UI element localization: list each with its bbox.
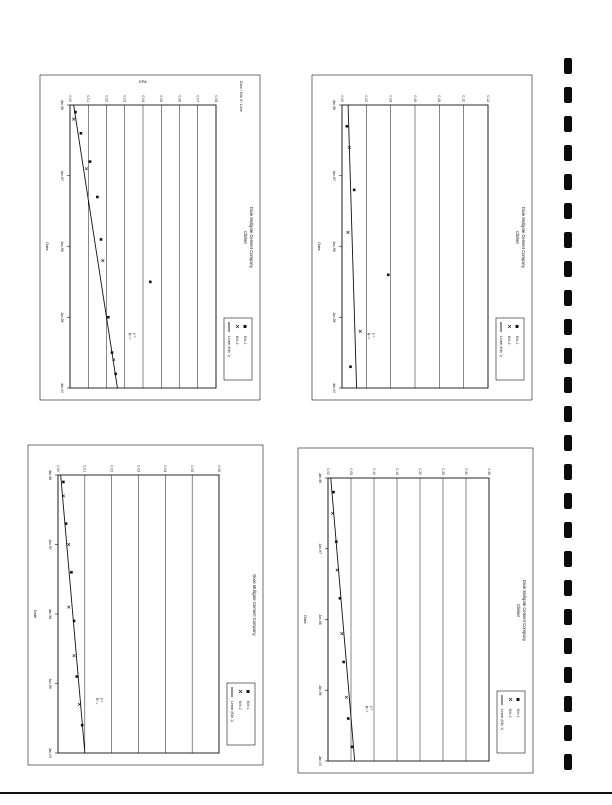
binder-hole: [564, 261, 572, 277]
x-tick-label: Jan-00: [48, 747, 52, 759]
binder-hole: [564, 667, 572, 683]
point-kiln-1: [335, 540, 338, 543]
legend-label: Kiln 1: [516, 709, 520, 718]
point-kiln-1: [342, 661, 345, 664]
chart-title-line: Dixie Mullgate Cement Company: [522, 579, 527, 642]
x-axis-label: Date: [317, 242, 322, 251]
legend-label: Linear (Kiln 1): [499, 336, 503, 358]
x-tick-label: Jan-00: [60, 382, 64, 394]
legend-label: Kiln 2: [238, 701, 242, 710]
y-tick-label: 0.10: [371, 468, 376, 475]
trend-r-squared: R² =: [364, 706, 369, 713]
point-kiln-1: [332, 491, 335, 494]
y-tick-label: 0.05: [348, 468, 353, 475]
point-kiln-1: [346, 125, 349, 128]
binder-hole: [564, 464, 572, 480]
y-tick-label: 0.06: [177, 95, 182, 102]
chart-bottom-left: [28, 445, 263, 765]
y-tick-label: 0.03: [136, 465, 141, 472]
binder-hole: [564, 754, 572, 770]
x-tick-label: Jan-98: [48, 608, 52, 620]
y-axis-label: EPA: [139, 79, 147, 84]
chart-top-right: [312, 75, 532, 400]
binder-hole: [564, 406, 572, 422]
chart-title-line: Clinker: [516, 603, 521, 618]
point-kiln-1: [75, 675, 78, 678]
binder-hole: [564, 232, 572, 248]
point-kiln-2: [67, 606, 70, 609]
chart-title-line: Dixie Mullgate Cement Company: [521, 206, 526, 269]
binder-hole: [564, 145, 572, 161]
binder-hole: [564, 493, 572, 509]
binder-hole: [564, 609, 572, 625]
point-kiln-1: [339, 597, 342, 600]
binder-hole: [564, 551, 572, 567]
y-tick-label: 0.02: [364, 95, 369, 102]
y-tick-label: 0.05: [189, 465, 194, 472]
x-tick-label: Jan-96: [332, 99, 336, 111]
legend-label: Kiln 1: [243, 336, 247, 345]
legend-square-swatch: [244, 325, 247, 328]
x-tick-label: Jan-97: [48, 539, 52, 550]
point-kiln-1: [74, 111, 77, 114]
point-kiln-2: [72, 118, 75, 121]
binder-hole: [564, 87, 572, 103]
y-tick-label: 0.08: [437, 95, 442, 102]
trend-line: [61, 475, 85, 753]
legend-square-swatch: [517, 698, 520, 701]
y-tick-label: 0.06: [216, 465, 221, 472]
binder-hole: [564, 174, 572, 190]
legend-label: Kiln 1: [246, 701, 250, 710]
y-tick-label: 0.04: [163, 465, 168, 472]
binder-hole: [564, 435, 572, 451]
y-tick-label: 0.04: [388, 95, 393, 102]
trend-equation: y =: [371, 333, 376, 338]
point-kiln-1: [65, 522, 68, 525]
x-tick-label: Jan-96: [48, 469, 52, 481]
point-kiln-2: [347, 231, 350, 234]
x-tick-label: Jan-99: [318, 685, 322, 696]
trend-equation: y =: [132, 333, 137, 338]
y-tick-label: 0.12: [485, 95, 490, 102]
y-tick-label: 0.07: [195, 95, 200, 102]
y-tick-label: 0.06: [412, 95, 417, 102]
binder-hole: [564, 116, 572, 132]
binder-hole: [564, 377, 572, 393]
point-kiln-2: [345, 696, 348, 699]
legend-label: Linear (Kiln 1): [230, 701, 234, 723]
y-tick-label: 0.10: [461, 95, 466, 102]
point-kiln-1: [149, 281, 152, 284]
trend-equation: y =: [99, 698, 104, 703]
point-kiln-2: [340, 632, 343, 635]
trend-line: [74, 105, 118, 388]
x-tick-label: Jan-99: [60, 312, 64, 323]
x-tick-label: Jan-98: [332, 241, 336, 252]
point-kiln-1: [353, 189, 356, 192]
point-kiln-1: [351, 746, 354, 749]
point-kiln-1: [70, 571, 73, 574]
binder-hole: [564, 580, 572, 596]
y-tick-label: 0.30: [463, 468, 468, 475]
point-kiln-1: [100, 238, 103, 241]
point-kiln-1: [80, 132, 83, 135]
chart-top-left: [40, 75, 260, 400]
point-kiln-1: [107, 316, 110, 319]
binder-hole: [564, 348, 572, 364]
y-tick-label: 0.01: [82, 465, 87, 472]
x-tick-label: Jan-97: [332, 170, 336, 181]
point-kiln-1: [114, 373, 117, 376]
y-tick-label: 0.02: [104, 95, 109, 102]
point-kiln-1: [111, 351, 114, 354]
chart-title-line: Clinker: [243, 230, 248, 245]
point-kiln-1: [347, 717, 350, 720]
y-tick-label: 0.02: [109, 465, 114, 472]
y-tick-label: 0.35: [486, 468, 491, 475]
point-kiln-2: [67, 543, 70, 546]
x-tick-label: Jan-97: [60, 170, 64, 181]
trend-r-squared: R² =: [127, 333, 132, 340]
y-tick-label: 0.00: [325, 468, 330, 475]
binder-hole: [564, 58, 572, 74]
x-tick-label: Jan-00: [318, 755, 322, 767]
binder-hole: [564, 522, 572, 538]
point-kiln-1: [96, 196, 99, 199]
trend-r-squared: R² =: [94, 698, 99, 705]
x-tick-label: Jan-96: [60, 99, 64, 111]
x-tick-label: Jan-97: [318, 543, 322, 554]
point-kiln-2: [73, 654, 76, 657]
trend-r-squared: R² =: [366, 333, 371, 340]
point-kiln-1: [387, 274, 390, 277]
y-tick-label: 0.03: [122, 95, 127, 102]
point-kiln-2: [101, 259, 104, 262]
x-axis-label: Date: [33, 609, 38, 619]
x-tick-label: Jan-99: [332, 312, 336, 323]
y-tick-label: 0.05: [159, 95, 164, 102]
x-tick-label: Jan-98: [318, 614, 322, 625]
legend-square-swatch: [247, 690, 250, 693]
x-tick-label: Jan-00: [332, 382, 336, 394]
x-axis-label: Date: [303, 615, 308, 624]
point-kiln-1: [349, 365, 352, 368]
y-tick-label: 0.00: [339, 95, 344, 102]
bottom-rule: [0, 792, 612, 794]
kiln-label: Dixie / Kiln 3 / Lime: [239, 81, 243, 112]
point-kiln-2: [359, 330, 362, 333]
point-kiln-2: [85, 167, 88, 170]
binder-hole: [564, 725, 572, 741]
legend-square-swatch: [516, 325, 519, 328]
binder-hole: [564, 638, 572, 654]
y-tick-label: 0.04: [140, 95, 145, 102]
legend-label: Kiln 1: [515, 336, 519, 345]
point-kiln-1: [81, 724, 84, 727]
binder-hole: [564, 319, 572, 335]
y-tick-label: 0.00: [55, 465, 60, 472]
y-tick-label: 0.20: [417, 468, 422, 475]
binder-hole: [564, 203, 572, 219]
y-tick-label: 0.08: [213, 95, 218, 102]
chart-title-line: Dixie Mullgate Cement Company: [252, 574, 257, 636]
binder-hole: [564, 290, 572, 306]
binder-hole: [564, 696, 572, 712]
trend-equation: y =: [369, 706, 374, 711]
legend-label: Linear (Kiln 1): [500, 709, 504, 731]
x-tick-label: Jan-98: [60, 241, 64, 252]
legend-label: Kiln 2: [507, 336, 511, 345]
x-tick-label: Jan-96: [318, 472, 322, 484]
legend-label: Kiln 2: [235, 336, 239, 345]
y-tick-label: 0.25: [440, 468, 445, 475]
legend-label: Kiln 2: [508, 709, 512, 718]
plot-area: [328, 478, 489, 761]
chart-title-line: Clinker: [515, 230, 520, 245]
chart-title-line: Dixie Mullgate Cement Company: [249, 206, 254, 269]
y-tick-label: 0.15: [394, 468, 399, 475]
y-tick-label: 0.00: [67, 95, 72, 102]
legend-label: Linear (Kiln 1): [227, 336, 231, 358]
point-kiln-1: [89, 160, 92, 163]
y-tick-label: 0.01: [86, 95, 91, 102]
x-tick-label: Jan-99: [48, 678, 52, 689]
x-axis-label: Date: [45, 242, 50, 251]
chart-bottom-right: [298, 448, 533, 773]
point-kiln-1: [62, 481, 65, 484]
point-kiln-1: [73, 620, 76, 623]
